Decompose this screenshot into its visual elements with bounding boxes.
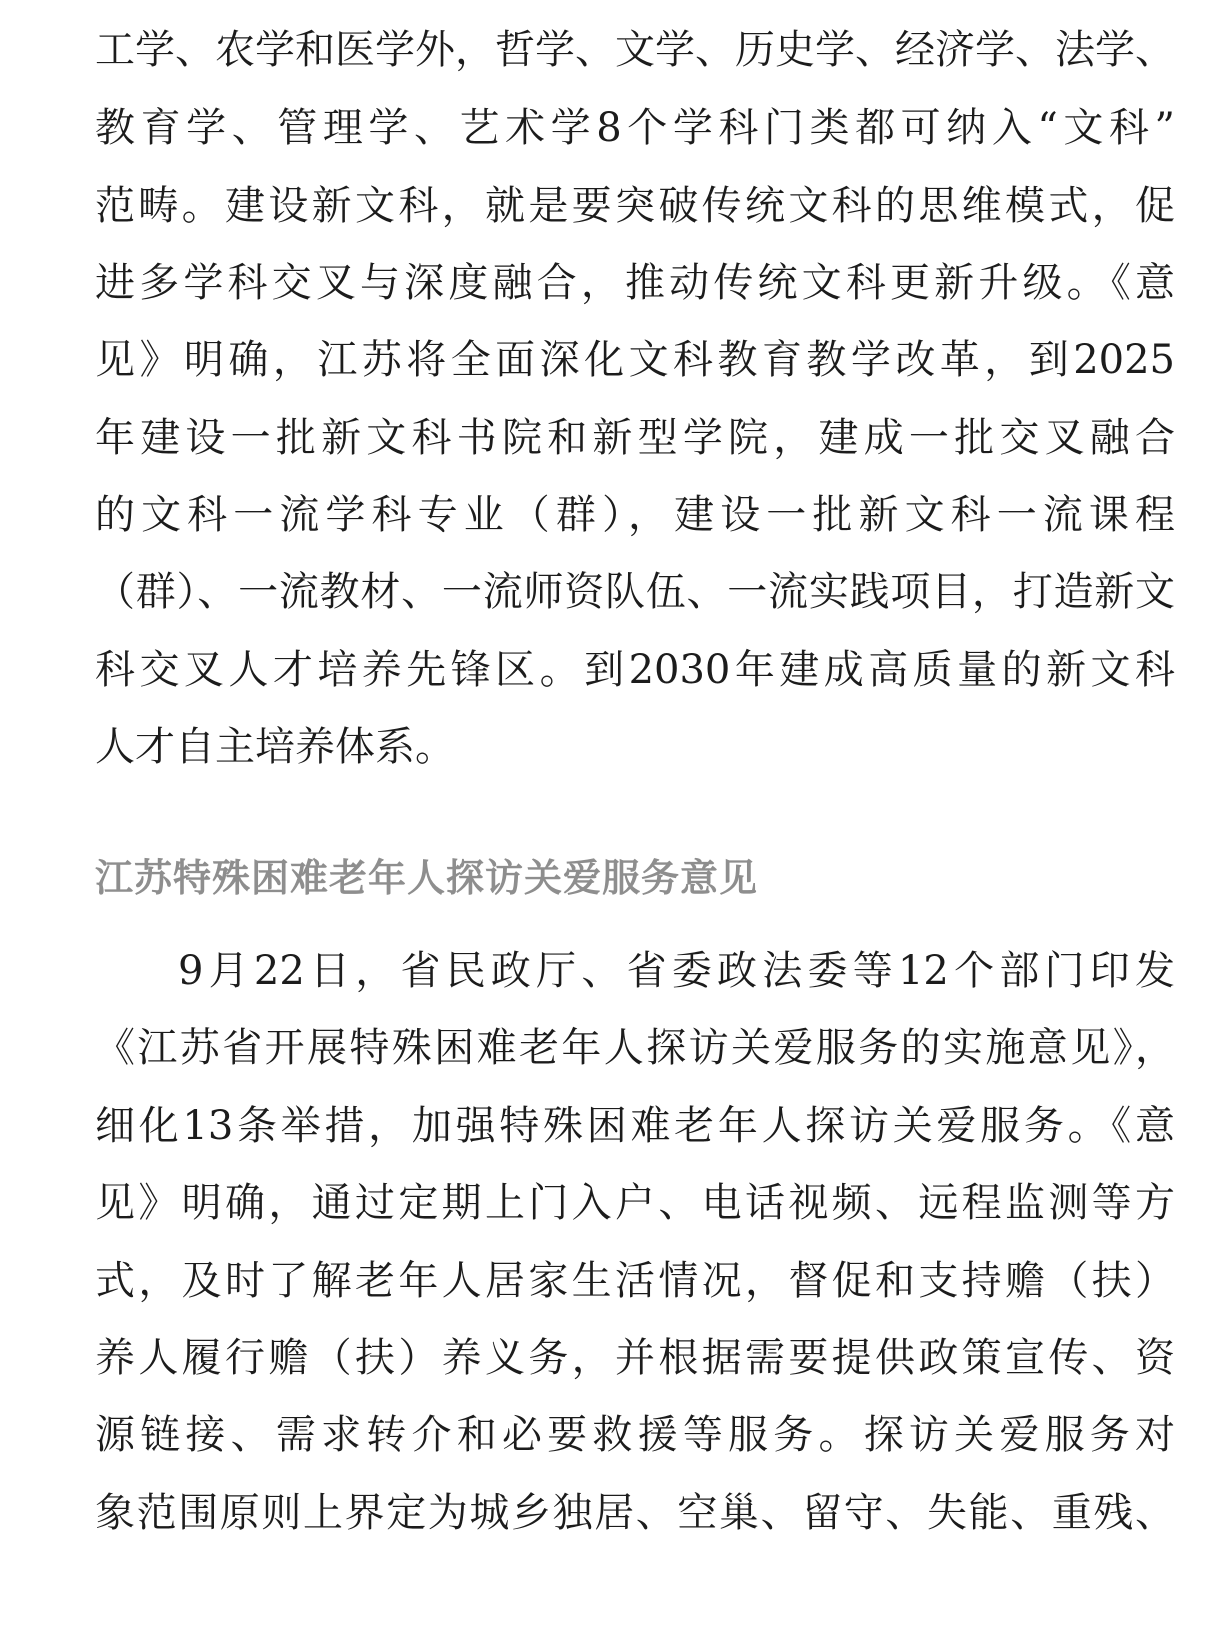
paragraph-line: 进多学科交叉与深度融合，推动传统文科更新升级。《意 <box>95 260 1175 306</box>
paragraph-line: 的文科一流学科专业（群），建设一批新文科一流课程 <box>95 492 1175 538</box>
paragraph-line: 9月22日，省民政厅、省委政法委等12个部门印发 <box>178 948 1175 994</box>
paragraph-line: 源链接、需求转介和必要救援等服务。探访关爱服务对 <box>95 1412 1175 1458</box>
paragraph-line: 教育学、管理学、艺术学8个学科门类都可纳入“文科” <box>95 105 1175 151</box>
paragraph-line: 养人履行赡（扶）养义务，并根据需要提供政策宣传、资 <box>95 1335 1175 1381</box>
paragraph-line: （群）、一流教材、一流师资队伍、一流实践项目，打造新文 <box>95 569 1175 615</box>
section-heading: 江苏特殊困难老年人探访关爱服务意见 <box>95 856 759 900</box>
paragraph-line: 象范围原则上界定为城乡独居、空巢、留守、失能、重残、 <box>95 1490 1175 1536</box>
paragraph-line: 年建设一批新文科书院和新型学院，建成一批交叉融合 <box>95 415 1175 461</box>
paragraph-line: 式，及时了解老年人居家生活情况，督促和支持赡（扶） <box>95 1258 1175 1304</box>
paragraph-line: 科交叉人才培养先锋区。到2030年建成高质量的新文科 <box>95 647 1175 693</box>
paragraph-line: 工学、农学和医学外，哲学、文学、历史学、经济学、法学、 <box>95 27 1175 73</box>
paragraph-line: 人才自主培养体系。 <box>95 724 455 770</box>
paragraph-line: 细化13条举措，加强特殊困难老年人探访关爱服务。《意 <box>95 1103 1175 1149</box>
paragraph-line: 见》明确，通过定期上门入户、电话视频、远程监测等方 <box>95 1180 1175 1226</box>
paragraph-line: 范畴。建设新文科，就是要突破传统文科的思维模式，促 <box>95 183 1175 229</box>
paragraph-line: 见》明确，江苏将全面深化文科教育教学改革，到2025 <box>95 337 1175 383</box>
paragraph-line: 《江苏省开展特殊困难老年人探访关爱服务的实施意见》， <box>95 1025 1175 1071</box>
